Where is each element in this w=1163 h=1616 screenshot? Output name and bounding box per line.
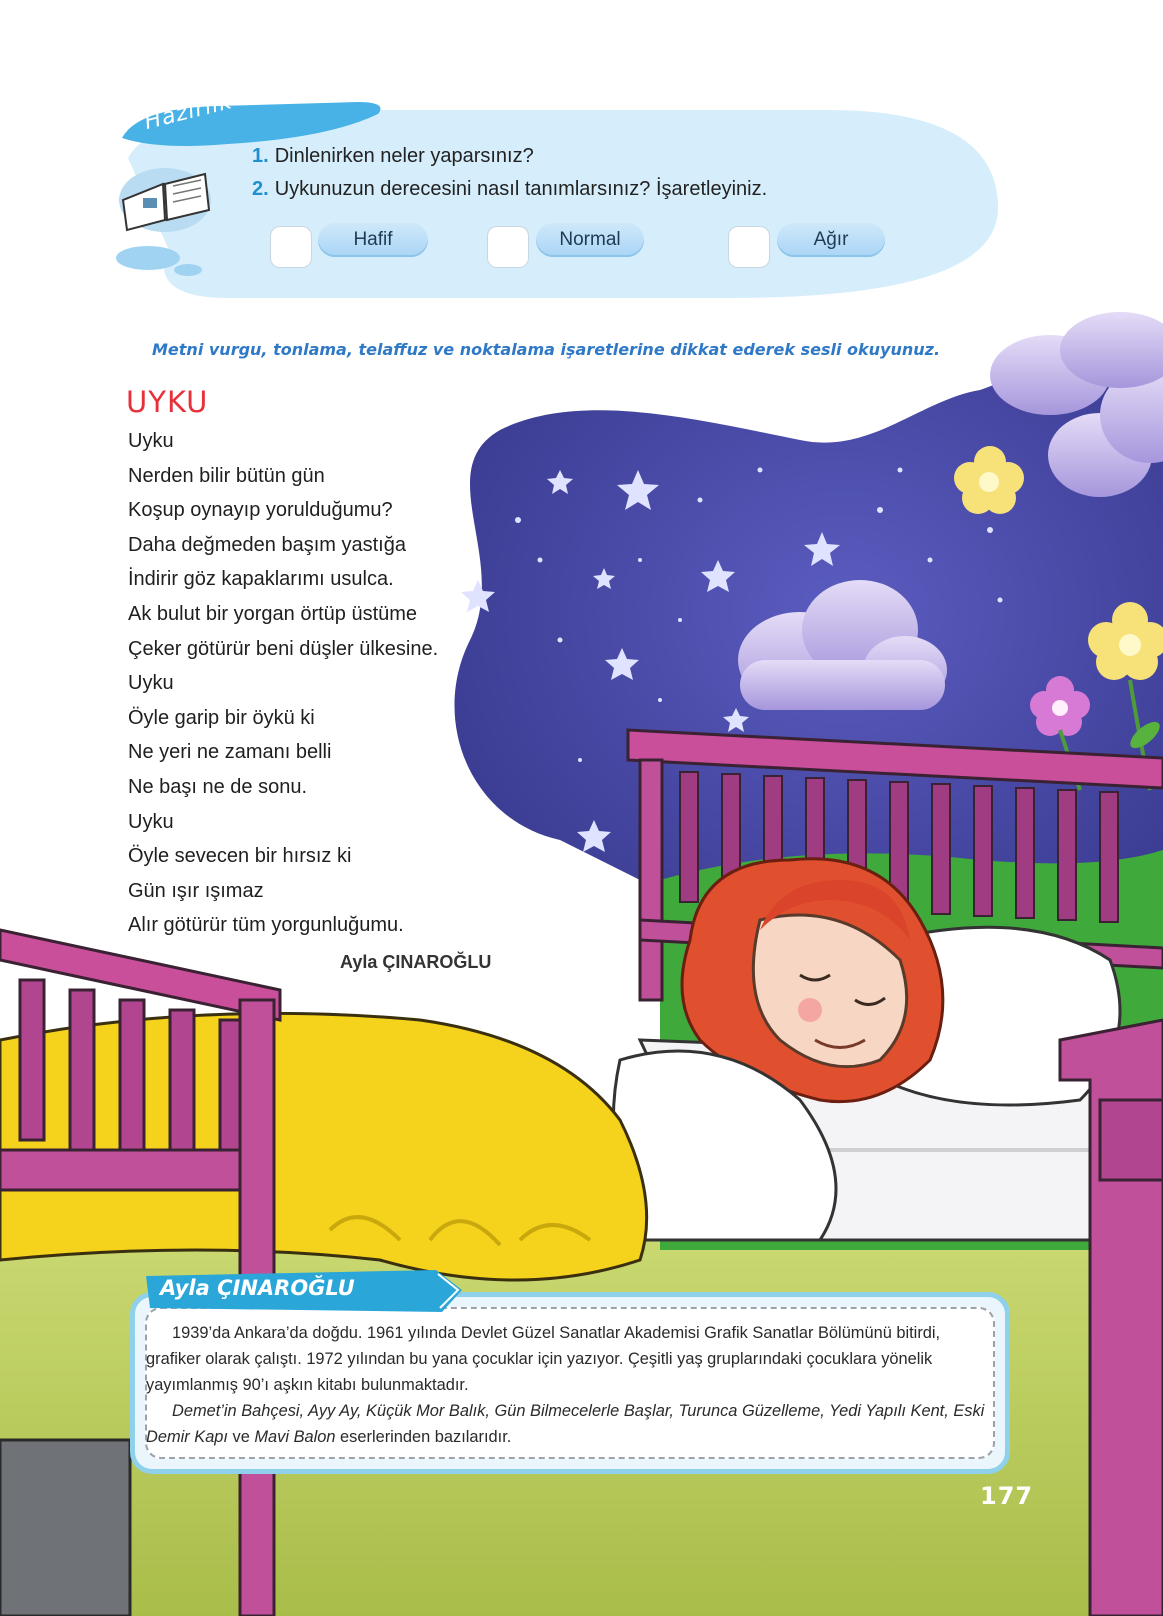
poem-line: Çeker götürür beni düşler ülkesine. <box>128 637 439 660</box>
hazirlik-panel <box>108 98 1008 308</box>
checkbox-agir[interactable] <box>728 226 770 268</box>
option-agir[interactable]: Ağır <box>777 223 885 257</box>
checkbox-normal[interactable] <box>487 226 529 268</box>
poem-line: Öyle sevecen bir hırsız ki <box>128 845 352 868</box>
question-2: 2. Uykunuzun derecesini nasıl tanımlarsınız? İşaretleyiniz. <box>252 178 768 200</box>
poem-line: Nerden bilir bütün gün <box>128 464 325 487</box>
option-normal[interactable]: Normal <box>536 223 644 257</box>
poem-line: Gün ışır ışımaz <box>128 879 264 902</box>
reading-instruction: Metni vurgu, tonlama, telaffuz ve noktalama işaretlerine dikkat ederek sesli okuyunuz. <box>152 340 941 359</box>
poem-line: Uyku <box>128 430 174 452</box>
bio-works: Demet’in Bahçesi, Ayy Ay, Küçük Mor Balık, Gün Bilmecelerle Başlar, Turunca Güzelleme, Yedi Yapılı Kent, Eski Demir Kapı ve Mavi Balon eserlerinden bazılarıdır. <box>146 1402 985 1446</box>
open-book-icon <box>113 160 217 240</box>
poem-line: İndirir göz kapaklarımı usulca. <box>128 568 394 591</box>
bio-text <box>146 1320 986 1450</box>
poem-line: Uyku <box>128 810 174 833</box>
bio-name: Ayla ÇINAROĞLU <box>160 1276 355 1300</box>
poem-line: Ne başı ne de sonu. <box>128 775 308 798</box>
page-number: 177 <box>980 1482 1034 1510</box>
hazirlik-tag: Hazırlık <box>141 89 236 135</box>
poem-line: Uyku <box>128 672 174 695</box>
poem-line: Koşup oynayıp yorulduğumu? <box>128 499 393 522</box>
poem-title: UYKU <box>126 385 209 419</box>
poem-body <box>128 424 438 943</box>
poem-line: Ne yeri ne zamanı belli <box>128 741 332 764</box>
storage-box <box>0 1440 130 1616</box>
option-hafif[interactable]: Hafif <box>318 223 428 257</box>
bio-paragraph: 1939’da Ankara’da doğdu. 1961 yılında Devlet Güzel Sanatlar Akademisi Grafik Sanatlar Bölümünü bitirdi, grafiker olarak çalıştı. 1972 yılından bu yana çocuklar için yazıyor. Çeşitli yaş gruplarındaki çocuklara yönelik yayımlanmış 90’ı aşkın kitabı bulunmaktadır. <box>146 1324 941 1394</box>
poem-line: Öyle garip bir öykü ki <box>128 706 315 729</box>
poem-author: Ayla ÇINAROĞLU <box>340 952 492 972</box>
poem-line: Daha değmeden başım yastığa <box>128 533 406 556</box>
poem-line: Ak bulut bir yorgan örtüp üstüme <box>128 602 418 625</box>
question-1: 1. Dinlenirken neler yaparsınız? <box>252 145 534 167</box>
poem-line: Alır götürür tüm yorgunluğumu. <box>128 914 404 937</box>
blanket-yellow <box>0 1013 647 1280</box>
checkbox-hafif[interactable] <box>270 226 312 268</box>
